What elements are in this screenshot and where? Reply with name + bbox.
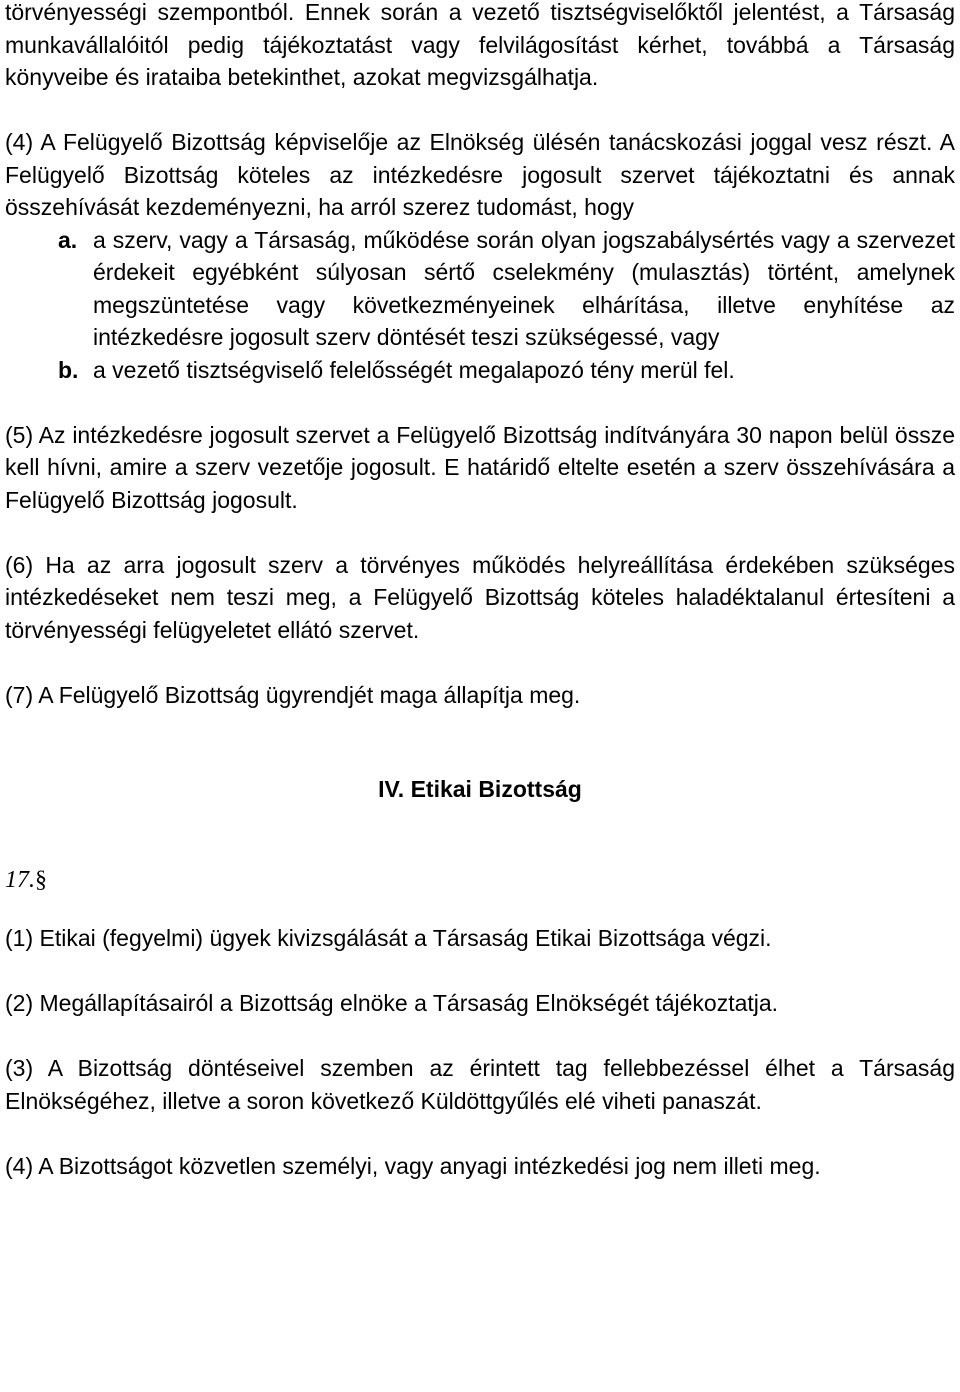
spacer (5, 1117, 955, 1150)
section-number (5, 864, 955, 897)
intro-paragraph: törvényességi szempontból. Ennek során a vezető tisztségviselőktől jelentést, a Társaság munkavállalóitól pedig tájékoztatást vagy felvilágosítást kérhet, továbbá a Társaság könyveibe és irataiba betekinthet, azokat megvizsgálhatja. (5, 0, 955, 90)
section-paragraph-4: (4) A Bizottságot közvetlen személyi, vagy anyagi intézkedési jog nem illeti meg. (5, 1152, 821, 1179)
section-paragraph-3: (3) A Bizottság döntéseivel szemben az érintett tag fellebbezéssel élhet a Társaság Elnökségéhez, illetve a soron következő Küldöttgyűlés elé viheti panaszát. (5, 1055, 955, 1114)
paragraph-5: (5) Az intézkedésre jogosult szervet a Felügyelő Bizottság indítványára 30 napon belül össze kell hívni, amire a szerv vezetője jogosult. E határidő eltelte esetén a szerv összehívására a Felügyelő Bizottság jogosult. (5, 421, 955, 513)
list-item-text: a vezető tisztségviselő felelősségét megalapozó tény merül fel. (93, 356, 735, 383)
condition-list (5, 224, 955, 387)
paragraph-7: (7) A Felügyelő Bizottság ügyrendjét maga állapítja meg. (5, 681, 581, 708)
spacer (5, 711, 955, 773)
list-marker: b. (58, 356, 79, 383)
list-item (5, 224, 955, 354)
list-marker: a. (58, 226, 78, 253)
spacer (5, 806, 955, 864)
section-paragraph-1: (1) Etikai (fegyelmi) ügyek kivizsgálását a Társaság Etikai Bizottsága végzi. (5, 925, 772, 951)
list-item-text: a szerv, vagy a Társaság, működése során olyan jogszabálysértés vagy a szervezet érdekeit egyébként súlyosan sértő cselekmény (mulasztás) történt, amelynek megszüntetése vagy következményeinek elhárítása, illetve enyhítése az intézkedésre jogosult szerv döntését teszi szükségessé, vagy (93, 226, 955, 350)
spacer (5, 646, 955, 679)
spacer (5, 386, 955, 419)
paragraph-4: (4) A Felügyelő Bizottság képviselője az Elnökség ülésén tanácskozási joggal vesz részt. A Felügyelő Bizottság köteles az intézkedésre jogosult szervet tájékoztatni és annak összehívását kezdeményezni, ha arról szerez tudomást, hogy (5, 129, 955, 220)
spacer (5, 516, 955, 549)
paragraph-6: (6) Ha az arra jogosult szerv a törvényes működés helyreállítása érdekében szükséges intézkedéseket nem teszi meg, a Felügyelő Bizottság köteles haladéktalanul értesíteni a törvényességi felügyeletet ellátó szervet. (5, 551, 955, 643)
spacer (5, 896, 955, 922)
document-page (5, 0, 955, 1182)
section-paragraph-2: (2) Megállapításairól a Bizottság elnöke a Társaság Elnökségét tájékoztatja. (5, 990, 779, 1016)
spacer (5, 955, 955, 988)
chapter-heading: IV. Etikai Bizottság (378, 776, 582, 802)
section-sign-icon: § (35, 866, 47, 893)
section-number-value: 17. (5, 866, 35, 893)
spacer (5, 1020, 955, 1053)
list-item (5, 354, 955, 387)
spacer (5, 94, 955, 127)
